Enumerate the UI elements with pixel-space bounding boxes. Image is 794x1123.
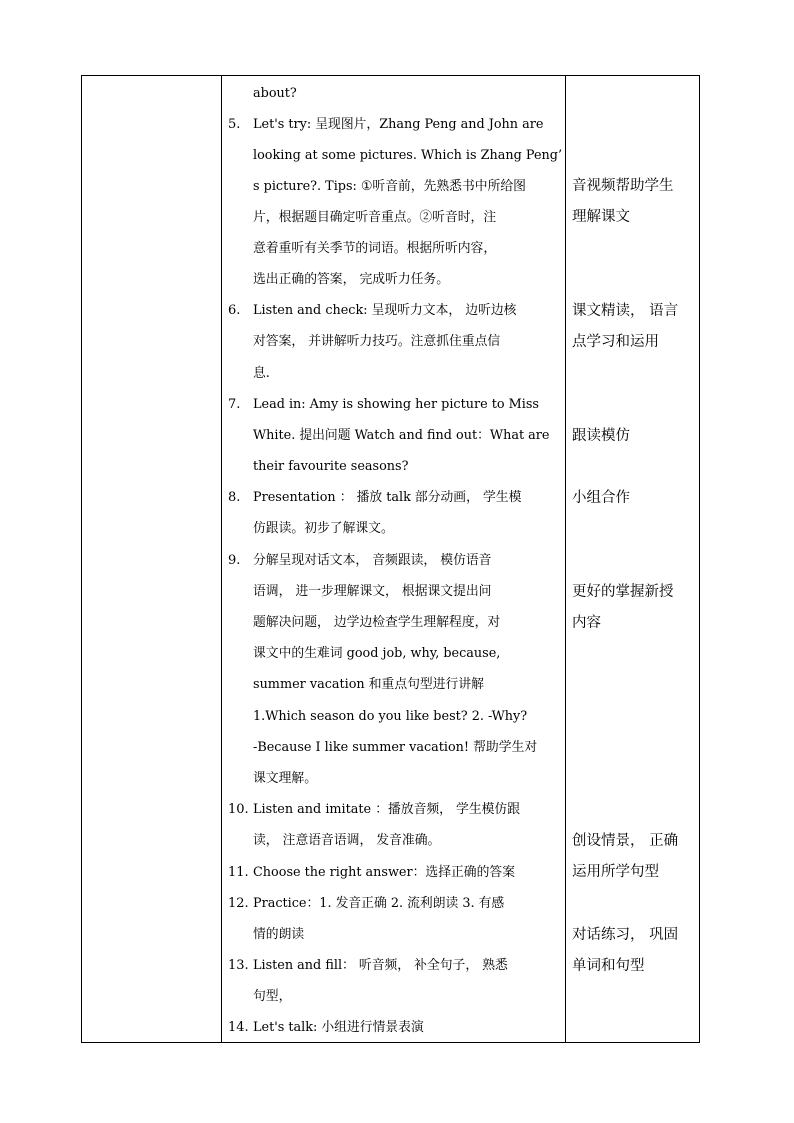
list-item-text-line: summer vacation 和重点句型进行讲解 xyxy=(253,677,484,692)
list-item-number: 6. xyxy=(228,303,241,318)
purpose-note-line: 小组合作 xyxy=(572,490,630,506)
list-item-text-line: -Because I like summer vacation! 帮助学生对 xyxy=(253,740,538,755)
list-item-text-line: 情的朗读 xyxy=(253,927,305,942)
list-item-text-line: 1.Which season do you like best? 2. -Why? xyxy=(253,709,528,724)
list-item-number: 14. xyxy=(228,1020,249,1035)
list-item-number: 5. xyxy=(228,117,241,132)
lesson-plan-table xyxy=(81,75,700,1043)
list-item-text-line: 分解呈现对话文本， 音频跟读， 模仿语音 xyxy=(253,553,492,568)
list-item-text-line: Lead in: Amy is showing her picture to Miss xyxy=(253,397,539,412)
list-item-text-line: looking at some pictures. Which is Zhang Peng’ xyxy=(253,148,563,163)
list-item-number: 7. xyxy=(228,397,241,412)
list-item-number: 9. xyxy=(228,553,241,568)
list-item-text-line: 息. xyxy=(253,366,270,381)
purpose-note-line: 理解课文 xyxy=(572,209,630,225)
list-item-text-line: 片，根据题目确定听音重点。②听音时，注 xyxy=(253,210,497,225)
list-item-text-line: Listen and imitate ：播放音频， 学生模仿跟 xyxy=(253,802,521,817)
list-item-text-line: 课文中的生难词 good job, why, because, xyxy=(253,646,501,661)
list-item-text-line: Listen and fill： 听音频， 补全句子， 熟悉 xyxy=(253,958,508,973)
list-item-text-line: Practice：1. 发音正确 2. 流利朗读 3. 有感 xyxy=(253,896,505,911)
list-item-text-line: Let's talk: 小组进行情景表演 xyxy=(253,1020,424,1035)
list-item-number: 12. xyxy=(228,896,249,911)
column-divider-1 xyxy=(221,76,222,1042)
list-item-text-line: 对答案， 并讲解听力技巧。注意抓住重点信 xyxy=(253,334,501,349)
list-item-text-line: 选出正确的答案， 完成听力任务。 xyxy=(253,272,450,287)
list-item-text-line: 课文理解。 xyxy=(253,771,317,786)
list-item-text-line: 语调， 进一步理解课文， 根据课文提出问 xyxy=(253,584,492,599)
list-item-text-line: their favourite seasons? xyxy=(253,459,409,474)
list-item-text-line: Let's try: 呈现图片，Zhang Peng and John are xyxy=(253,117,544,132)
list-item-text-line: 读， 注意语音语调， 发音准确。 xyxy=(253,833,441,848)
list-item-text-line: Presentation ： 播放 talk 部分动画， 学生模 xyxy=(253,490,522,505)
purpose-note-line: 单词和句型 xyxy=(572,958,645,974)
purpose-note-line: 创设情景， 正确 xyxy=(572,833,679,849)
purpose-note-line: 对话练习， 巩固 xyxy=(572,927,679,943)
purpose-note-line: 课文精读， 语言 xyxy=(572,303,679,319)
purpose-note-line: 音视频帮助学生 xyxy=(572,178,674,194)
list-item-number: 8. xyxy=(228,490,241,505)
list-item-text-line: White. 提出问题 Watch and find out：What are xyxy=(253,428,550,443)
list-item-text-line: 意着重听有关季节的词语。根据所听内容， xyxy=(253,241,497,256)
list-item-text-line: 题解决问题， 边学边检查学生理解程度，对 xyxy=(253,615,501,630)
list-item-text-line: Choose the right answer：选择正确的答案 xyxy=(253,865,515,880)
list-item-text-line: Listen and check: 呈现听力文本， 边听边核 xyxy=(253,303,517,318)
list-item-text-line: 句型， xyxy=(253,989,292,1004)
purpose-note-line: 点学习和运用 xyxy=(572,334,659,350)
list-item-text-line: about? xyxy=(253,86,297,101)
list-item-number: 13. xyxy=(228,958,249,973)
purpose-note-line: 运用所学句型 xyxy=(572,864,659,880)
list-item-number: 10. xyxy=(228,802,249,817)
list-item-text-line: 仿跟读。初步了解课文。 xyxy=(253,521,394,536)
column-divider-2 xyxy=(565,76,566,1042)
purpose-note-line: 更好的掌握新授 xyxy=(572,584,674,600)
list-item-number: 11. xyxy=(228,865,249,880)
purpose-note-line: 内容 xyxy=(572,615,601,631)
list-item-text-line: s picture?. Tips: ①听音前，先熟悉书中所给图 xyxy=(253,179,526,194)
purpose-note-line: 跟读模仿 xyxy=(572,428,630,444)
